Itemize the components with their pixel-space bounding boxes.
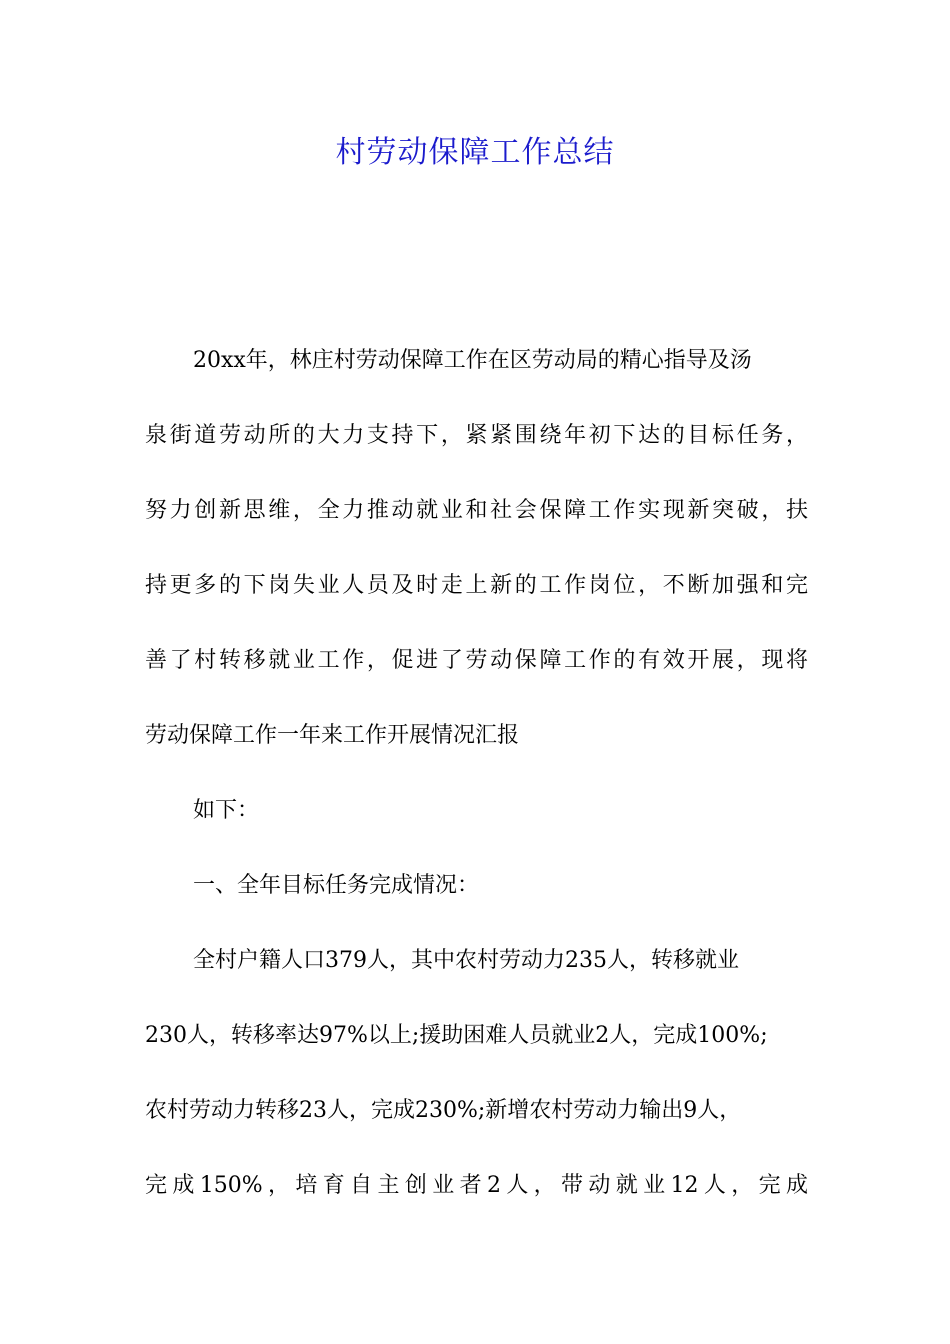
paragraph-line: 劳动保障工作一年来工作开展情况汇报	[145, 723, 520, 748]
paragraph-line: 20xx年，林庄村劳动保障工作在区劳动局的精心指导及汤	[193, 348, 752, 373]
paragraph-line: 如下：	[193, 798, 260, 823]
paragraph-line: 农村劳动力转移23人，完成230%;新增农村劳动力输出9人，	[145, 1098, 742, 1123]
paragraph-line: 努力创新思维，全力推动就业和社会保障工作实现新突破，扶	[145, 498, 808, 523]
paragraph-line: 泉街道劳动所的大力支持下，紧紧围绕年初下达的目标任务，	[145, 423, 808, 448]
paragraph-line: 全村户籍人口379人，其中农村劳动力235人，转移就业	[193, 948, 739, 973]
paragraph-line: 持更多的下岗失业人员及时走上新的工作岗位，不断加强和完	[145, 573, 808, 598]
paragraph-line: 善了村转移就业工作，促进了劳动保障工作的有效开展，现将	[145, 648, 808, 673]
paragraph-line: 完成150%，培育自主创业者2人，带动就业12人，完成	[145, 1173, 808, 1198]
section-heading: 一、全年目标任务完成情况：	[193, 873, 480, 898]
document-title: 村劳动保障工作总结	[335, 135, 615, 170]
paragraph-line: 230人，转移率达97%以上;援助困难人员就业2人，完成100%;	[145, 1023, 768, 1048]
